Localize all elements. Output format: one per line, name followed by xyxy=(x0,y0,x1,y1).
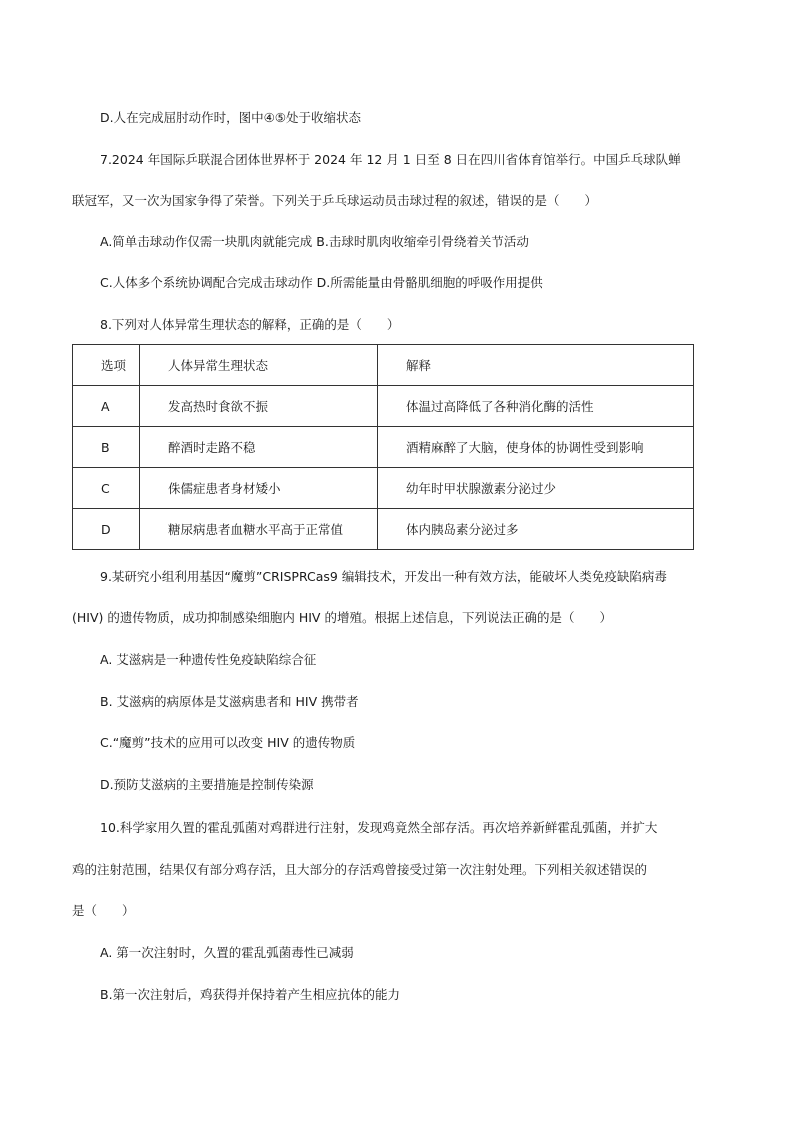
table-cell: 醉酒时走路不稳 xyxy=(140,427,378,468)
q6-option-d: D.人在完成屈肘动作时，图中④⑤处于收缩状态 xyxy=(100,110,362,125)
table-row xyxy=(73,509,694,550)
q8-stem: 8.下列对人体异常生理状态的解释，正确的是（ ） xyxy=(100,317,400,332)
q7-stem-line-2: 联冠军，又一次为国家争得了荣誉。下列关于乒乓球运动员击球过程的叙述，错误的是（ ） xyxy=(72,193,598,208)
q9-stem-line-2: (HIV) 的遗传物质，成功抑制感染细胞内 HIV 的增殖。根据上述信息，下列说法正确的是（ ） xyxy=(72,610,612,625)
q9-option-c: C.“魔剪”技术的应用可以改变 HIV 的遗传物质 xyxy=(100,735,356,750)
q10-stem-line-3: 是（ ） xyxy=(72,903,135,918)
table-cell: A xyxy=(73,386,140,427)
table-header-cell: 选项 xyxy=(73,345,140,386)
table-cell: 侏儒症患者身材矮小 xyxy=(140,468,378,509)
table-cell: 发高热时食欲不振 xyxy=(140,386,378,427)
table-cell: 体内胰岛素分泌过多 xyxy=(378,509,694,550)
q9-stem-line-1: 9.某研究小组利用基因“魔剪”CRISPRCas9 编辑技术，开发出一种有效方法，能破坏人类免疫缺陷病毒 xyxy=(100,569,667,584)
q10-option-b: B.第一次注射后，鸡获得并保持着产生相应抗体的能力 xyxy=(100,987,401,1002)
q9-option-a: A. 艾滋病是一种遗传性免疫缺陷综合征 xyxy=(100,652,317,667)
table-cell: 酒精麻醉了大脑，使身体的协调性受到影响 xyxy=(378,427,694,468)
table-cell: 糖尿病患者血糖水平高于正常值 xyxy=(140,509,378,550)
q7-stem-line-1: 7.2024 年国际乒联混合团体世界杯于 2024 年 12 月 1 日至 8 日在四川省体育馆举行。中国乒乓球队蝉 xyxy=(100,152,681,167)
table-header-cell: 人体异常生理状态 xyxy=(140,345,378,386)
table-cell: D xyxy=(73,509,140,550)
table-cell: 幼年时甲状腺激素分泌过少 xyxy=(378,468,694,509)
table-cell: B xyxy=(73,427,140,468)
q10-stem-line-1: 10.科学家用久置的霍乱弧菌对鸡群进行注射，发现鸡竟然全部存活。再次培养新鲜霍乱弧菌，并扩大 xyxy=(100,820,658,835)
table-row xyxy=(73,468,694,509)
q10-option-a: A. 第一次注射时，久置的霍乱弧菌毒性已减弱 xyxy=(100,945,354,960)
table-row xyxy=(73,427,694,468)
q8-table xyxy=(72,344,694,550)
table-cell: C xyxy=(73,468,140,509)
q9-option-d: D.预防艾滋病的主要措施是控制传染源 xyxy=(100,777,314,792)
table-cell: 体温过高降低了各种消化酶的活性 xyxy=(378,386,694,427)
q10-stem-line-2: 鸡的注射范围，结果仅有部分鸡存活，且大部分的存活鸡曾接受过第一次注射处理。下列相关叙述错误的 xyxy=(72,862,648,877)
q9-option-b: B. 艾滋病的病原体是艾滋病患者和 HIV 携带者 xyxy=(100,694,359,709)
table-row xyxy=(73,386,694,427)
q7-options-line-1: A.简单击球动作仅需一块肌肉就能完成 B.击球时肌肉收缩牵引骨绕着关节活动 xyxy=(100,234,529,249)
table-header-row xyxy=(73,345,694,386)
q7-options-line-2: C.人体多个系统协调配合完成击球动作 D.所需能量由骨骼肌细胞的呼吸作用提供 xyxy=(100,275,543,290)
table-header-cell: 解释 xyxy=(378,345,694,386)
